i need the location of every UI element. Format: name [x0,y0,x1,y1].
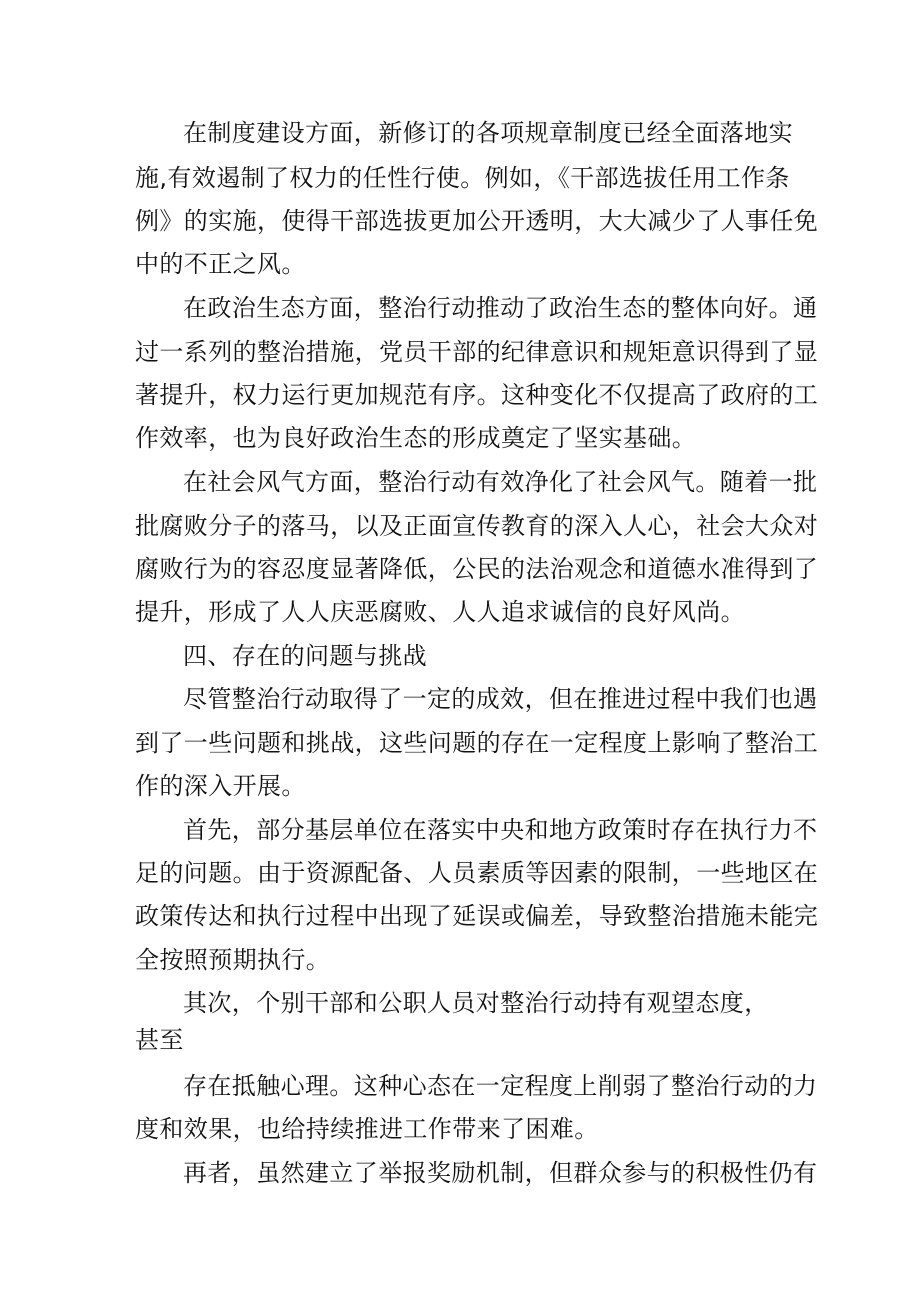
section-heading: 四、存在的问题与挑战 [183,642,427,670]
paragraph-8-line-1: 存在抵触心理。这种心态在一定程度上削弱了整治行动的力 [183,1072,818,1100]
paragraph-1-line-1: 在制度建设方面，新修订的各项规章制度已经全面落地实 [183,119,793,147]
paragraph-5-line-1: 尽管整治行动取得了一定的成效，但在推进过程中我们也遇 [183,685,818,713]
paragraph-2-line-3: 著提升，权力运行更加规范有序。这种变化不仅提高了政府的工 [135,381,819,409]
paragraph-9-line-1: 再者，虽然建立了举报奖励机制，但群众参与的积极性仍有 [183,1159,818,1187]
paragraph-7-line-2: 甚至 [135,1026,184,1054]
paragraph-3-line-1: 在社会风气方面，整治行动有效净化了社会风气。随着一批 [183,468,818,496]
paragraph-2-line-1: 在政治生态方面，整治行动推动了政治生态的整体向好。通 [183,294,818,322]
paragraph-8-line-2: 度和效果，也给持续推进工作带来了困难。 [135,1115,599,1143]
paragraph-2-line-2: 过一系列的整治措施，党员干部的纪律意识和规矩意识得到了显 [135,338,819,366]
paragraph-6-line-3: 政策传达和执行过程中出现了延误或偏差，导致整治措施未能完 [135,902,819,930]
paragraph-6-line-4: 全按照预期执行。 [135,946,331,974]
paragraph-5-line-2: 到了一些问题和挑战，这些问题的存在一定程度上影响了整治工 [135,729,819,757]
paragraph-5-line-3: 作的深入开展。 [135,772,306,800]
paragraph-6-line-1: 首先，部分基层单位在落实中央和地方政策时存在执行力不 [183,816,818,844]
paragraph-3-line-3: 腐败行为的容忍度显著降低，公民的法治观念和道德水准得到了 [135,555,819,583]
paragraph-3-line-4: 提升，形成了人人庆恶腐败、人人追求诚信的良好风尚。 [135,598,745,626]
paragraph-1-line-4: 中的不正之风。 [135,250,306,278]
paragraph-6-line-2: 足的问题。由于资源配备、人员素质等因素的限制，一些地区在 [135,859,819,887]
paragraph-3-line-2: 批腐败分子的落马，以及正面宣传教育的深入人心，社会大众对 [135,512,819,540]
paragraph-1-line-3: 例》的实施，使得干部选拔更加公开透明，大大减少了人事任免 [135,207,819,235]
paragraph-7-line-1: 其次，个别干部和公职人员对整治行动持有观望态度， [183,989,769,1017]
paragraph-1-line-2: 施,有效遏制了权力的任性行使。例如，《干部选拔任用工作条 [135,164,790,192]
paragraph-2-line-4: 作效率，也为良好政治生态的形成奠定了坚实基础。 [135,424,697,452]
